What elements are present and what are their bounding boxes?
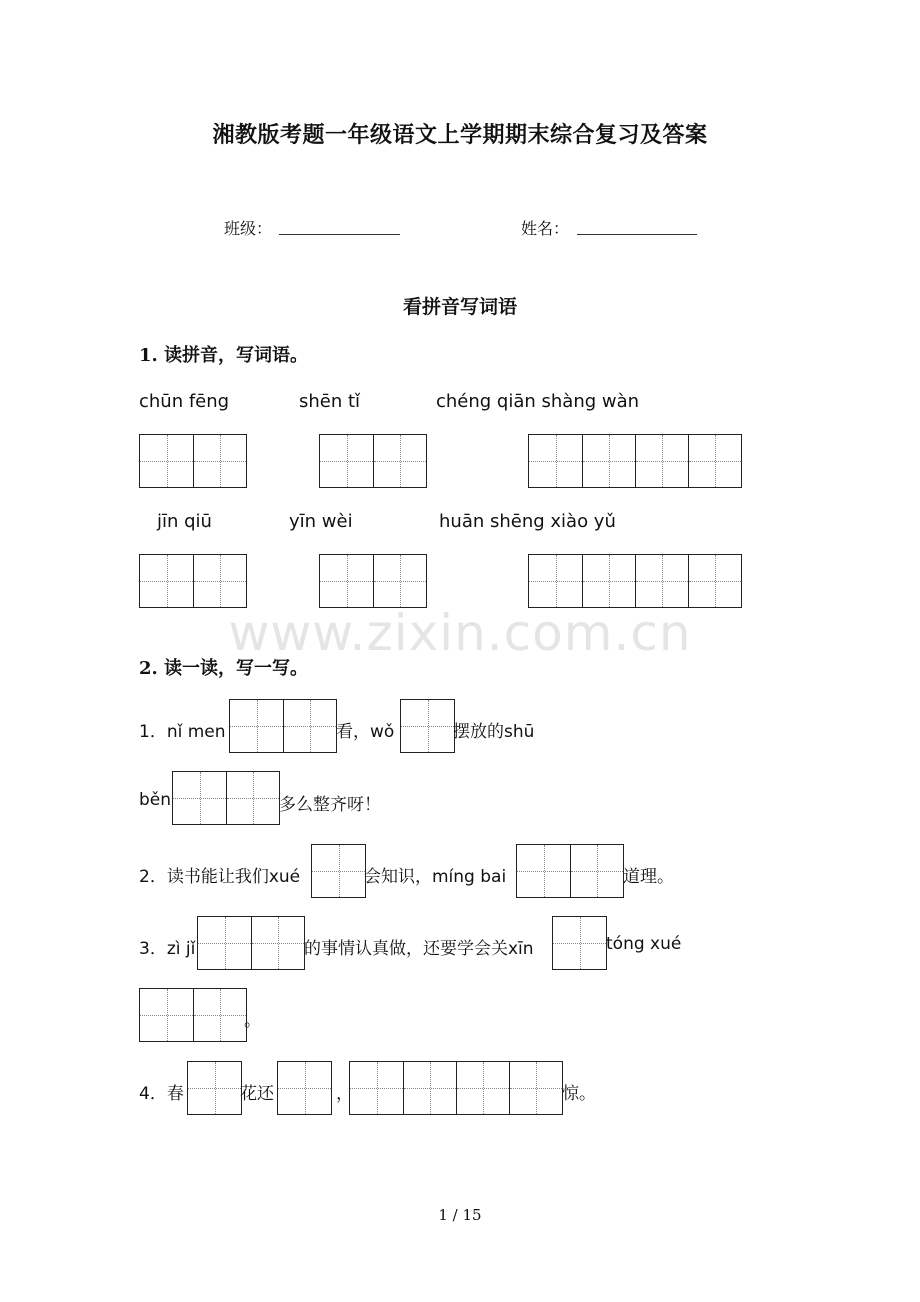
writing-cell[interactable] xyxy=(140,989,193,1041)
pinyin-label: jīn qiū xyxy=(157,511,212,532)
sentence-text: 会知识，míng bai xyxy=(364,867,507,887)
sentence-text: ， xyxy=(336,1084,353,1104)
pinyin-label: chūn fēng xyxy=(139,391,230,412)
sentence-text: 惊。 xyxy=(562,1084,596,1104)
tianzige-grid xyxy=(172,771,280,825)
writing-cell[interactable] xyxy=(251,917,304,969)
writing-cell[interactable] xyxy=(283,700,336,752)
tianzige-grid xyxy=(528,554,742,608)
writing-cell[interactable] xyxy=(635,435,688,487)
sentence-text: 3．zì jǐ xyxy=(139,939,196,959)
sentence-text: 花还 xyxy=(240,1084,274,1104)
tianzige-grid xyxy=(139,434,247,488)
tianzige-grid xyxy=(552,916,607,970)
writing-cell[interactable] xyxy=(517,845,570,897)
watermark: www.zixin.com.cn xyxy=(228,604,692,662)
q1-heading: 1. 读拼音，写词语。 xyxy=(139,345,309,366)
tianzige-grid xyxy=(197,916,305,970)
writing-cell[interactable] xyxy=(140,555,193,607)
tianzige-grid xyxy=(187,1061,242,1115)
class-label: 班级： xyxy=(224,219,273,238)
writing-cell[interactable] xyxy=(320,435,373,487)
sentence-text: 。 xyxy=(244,1011,261,1031)
writing-cell[interactable] xyxy=(509,1062,562,1114)
writing-cell[interactable] xyxy=(688,555,741,607)
writing-cell[interactable] xyxy=(688,435,741,487)
writing-cell[interactable] xyxy=(553,917,606,969)
writing-cell[interactable] xyxy=(312,845,365,897)
writing-cell[interactable] xyxy=(635,555,688,607)
writing-cell[interactable] xyxy=(456,1062,509,1114)
writing-cell[interactable] xyxy=(226,772,279,824)
writing-cell[interactable] xyxy=(403,1062,456,1114)
tianzige-grid xyxy=(229,699,337,753)
tianzige-grid xyxy=(528,434,742,488)
sentence-text: běn xyxy=(139,790,172,810)
class-input-line[interactable] xyxy=(279,234,400,235)
writing-cell[interactable] xyxy=(320,555,373,607)
section-title: 看拼音写词语 xyxy=(402,296,517,318)
pinyin-label: yīn wèi xyxy=(289,511,353,532)
pinyin-label: chéng qiān shàng wàn xyxy=(436,391,640,412)
sentence-text: 道理。 xyxy=(623,867,674,887)
tianzige-grid xyxy=(311,844,366,898)
writing-cell[interactable] xyxy=(193,555,246,607)
writing-cell[interactable] xyxy=(173,772,226,824)
writing-cell[interactable] xyxy=(582,555,635,607)
writing-cell[interactable] xyxy=(230,700,283,752)
page-number: 1 / 15 xyxy=(438,1206,482,1224)
writing-cell[interactable] xyxy=(193,989,246,1041)
tianzige-grid xyxy=(277,1061,332,1115)
sentence-text: 4．春 xyxy=(139,1084,184,1104)
writing-cell[interactable] xyxy=(401,700,454,752)
sentence-text: 的事情认真做，还要学会关xīn xyxy=(304,939,534,959)
tianzige-grid xyxy=(400,699,455,753)
writing-cell[interactable] xyxy=(373,555,426,607)
writing-cell[interactable] xyxy=(529,435,582,487)
writing-cell[interactable] xyxy=(278,1062,331,1114)
tianzige-grid xyxy=(139,988,247,1042)
tianzige-grid xyxy=(139,554,247,608)
name-input-line[interactable] xyxy=(577,234,697,235)
writing-cell[interactable] xyxy=(188,1062,241,1114)
sentence-text: 1．nǐ men xyxy=(139,722,226,742)
writing-cell[interactable] xyxy=(373,435,426,487)
tianzige-grid xyxy=(516,844,624,898)
sentence-text: 2．读书能让我们xué xyxy=(139,867,301,887)
document-title: 湘教版考题一年级语文上学期期末综合复习及答案 xyxy=(212,122,708,148)
sentence-text: 看，wǒ xyxy=(336,722,395,742)
pinyin-label: huān shēng xiào yǔ xyxy=(439,511,616,532)
writing-cell[interactable] xyxy=(529,555,582,607)
writing-cell[interactable] xyxy=(140,435,193,487)
sentence-text: 摆放的shū xyxy=(453,722,535,742)
sentence-text: tóng xué xyxy=(606,934,682,954)
writing-cell[interactable] xyxy=(570,845,623,897)
sentence-text: 多么整齐呀！ xyxy=(279,795,381,815)
writing-cell[interactable] xyxy=(582,435,635,487)
writing-cell[interactable] xyxy=(198,917,251,969)
tianzige-grid xyxy=(319,434,427,488)
name-label: 姓名： xyxy=(521,219,570,238)
tianzige-grid xyxy=(349,1061,563,1115)
q2-heading: 2. 读一读，写一写。 xyxy=(139,658,309,679)
tianzige-grid xyxy=(319,554,427,608)
pinyin-label: shēn tǐ xyxy=(299,391,361,412)
writing-cell[interactable] xyxy=(350,1062,403,1114)
writing-cell[interactable] xyxy=(193,435,246,487)
